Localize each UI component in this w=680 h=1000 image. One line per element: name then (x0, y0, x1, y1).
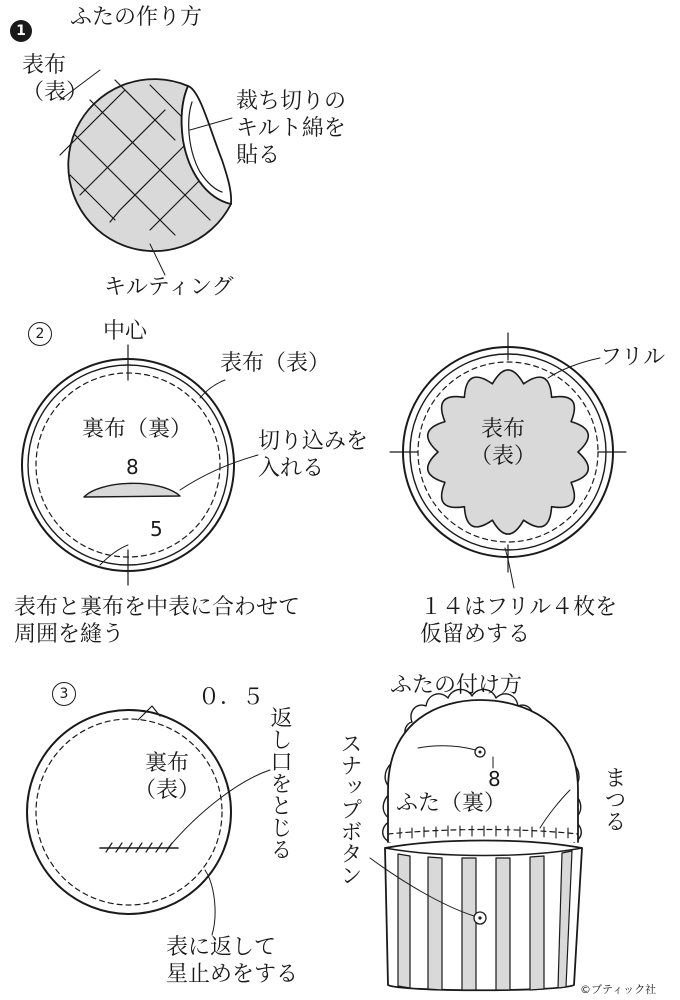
step2-sew-label: 表布と裏布を中表に合わせて 周囲を縫う (14, 595, 301, 647)
step3-close-opening-label: 返し口をとじる (267, 706, 292, 860)
step3-turn-label: 表に返して 星止めをする (166, 935, 299, 987)
slit-shape (84, 483, 180, 497)
step1-title: ふたの作り方 (70, 5, 203, 30)
step2-lining-label: 裏布（裏） (82, 417, 193, 442)
step1-batting-label: 裁ち切りの キルト綿を 貼る (236, 89, 347, 168)
step2-outer-face-label: 表布 （表） (470, 417, 537, 469)
step3-stitched-circle (27, 706, 270, 935)
step2-number-badge: 2 (28, 322, 52, 346)
attach-title: ふたの付け方 (390, 673, 523, 698)
lid-dome (388, 700, 578, 842)
step1-outer-fabric-label: 表布 （表） (22, 53, 89, 105)
seam-allowance-value: ０．５ (198, 685, 265, 710)
lid-back-label: ふた（裏） (396, 791, 507, 816)
step1-number-badge: 1 (10, 20, 32, 42)
copyright-credit: ©ブティック社 (580, 983, 657, 996)
slit-length-value: 8 (126, 455, 139, 479)
step3-number-badge: 3 (52, 682, 76, 706)
step2-slit-label: 切り込みを 入れる (258, 429, 369, 481)
step2-baste-label: １４はフリル４枚を 仮留めする (420, 595, 618, 647)
step1-quilting-label: キルティング (104, 275, 234, 300)
step3-lining-label: 裏布 （表） (134, 751, 201, 803)
step2-frill-label: フリル (600, 345, 666, 370)
slit-distance-value: 5 (150, 517, 163, 541)
whipstitch-label: まつる (601, 766, 626, 832)
snap-button-label: スナップボタン (337, 732, 362, 886)
step2-lining-ring (22, 345, 258, 585)
snap-offset-value: 8 (488, 767, 501, 791)
attach-lid-basket (370, 689, 582, 990)
step2-outer-fabric-label: 表布（表） (220, 351, 331, 376)
step2-center-label: 中心 (103, 319, 148, 344)
